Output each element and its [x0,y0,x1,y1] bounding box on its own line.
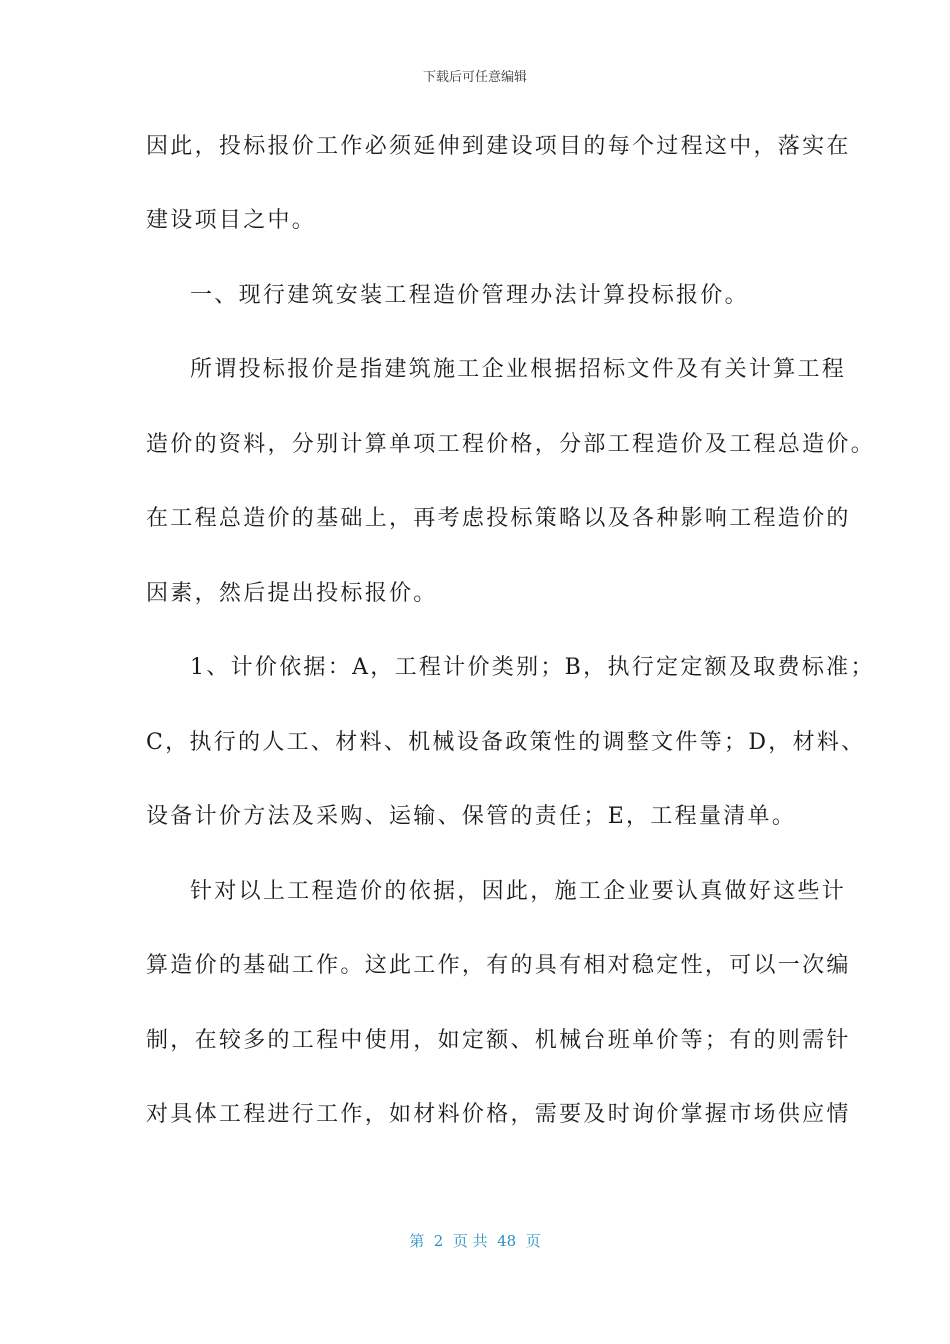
text-line: 制，在较多的工程中使用，如定额、机械台班单价等；有的则需针 [146,1028,851,1053]
text-line: 在工程总造价的基础上，再考虑投标策略以及各种影响工程造价的 [146,506,851,531]
text-line: 因此，投标报价工作必须延伸到建设项目的每个过程这中，落实在 [146,134,851,159]
text-line: 所谓投标报价是指建筑施工企业根据招标文件及有关计算工程 [190,357,847,382]
text-line: 设备计价方法及采购、运输、保管的责任；E，工程量清单。 [146,804,797,829]
text-line: 针对以上工程造价的依据，因此，施工企业要认真做好这些计 [190,879,847,904]
text-line: 建设项目之中。 [146,208,317,233]
page-footer-number: 第 2 页 共 48 页 [409,1232,541,1250]
text-line: C，执行的人工、材料、机械设备政策性的调整文件等；D，材料、 [146,730,866,755]
page-header-note: 下载后可任意编辑 [422,70,527,85]
section-heading: 一、现行建筑安装工程造价管理办法计算投标报价。 [190,283,749,308]
text-line: 1、计价依据：A，工程计价类别；B，执行定定额及取费标准； [190,655,875,680]
text-line: 造价的资料，分别计算单项工程价格，分部工程造价及工程总造价。 [146,432,876,457]
text-line: 算造价的基础工作。这此工作，有的具有相对稳定性，可以一次编 [146,953,851,978]
text-line: 因素，然后提出投标报价。 [146,581,438,606]
text-line: 对具体工程进行工作，如材料价格，需要及时询价掌握市场供应情 [146,1102,851,1127]
